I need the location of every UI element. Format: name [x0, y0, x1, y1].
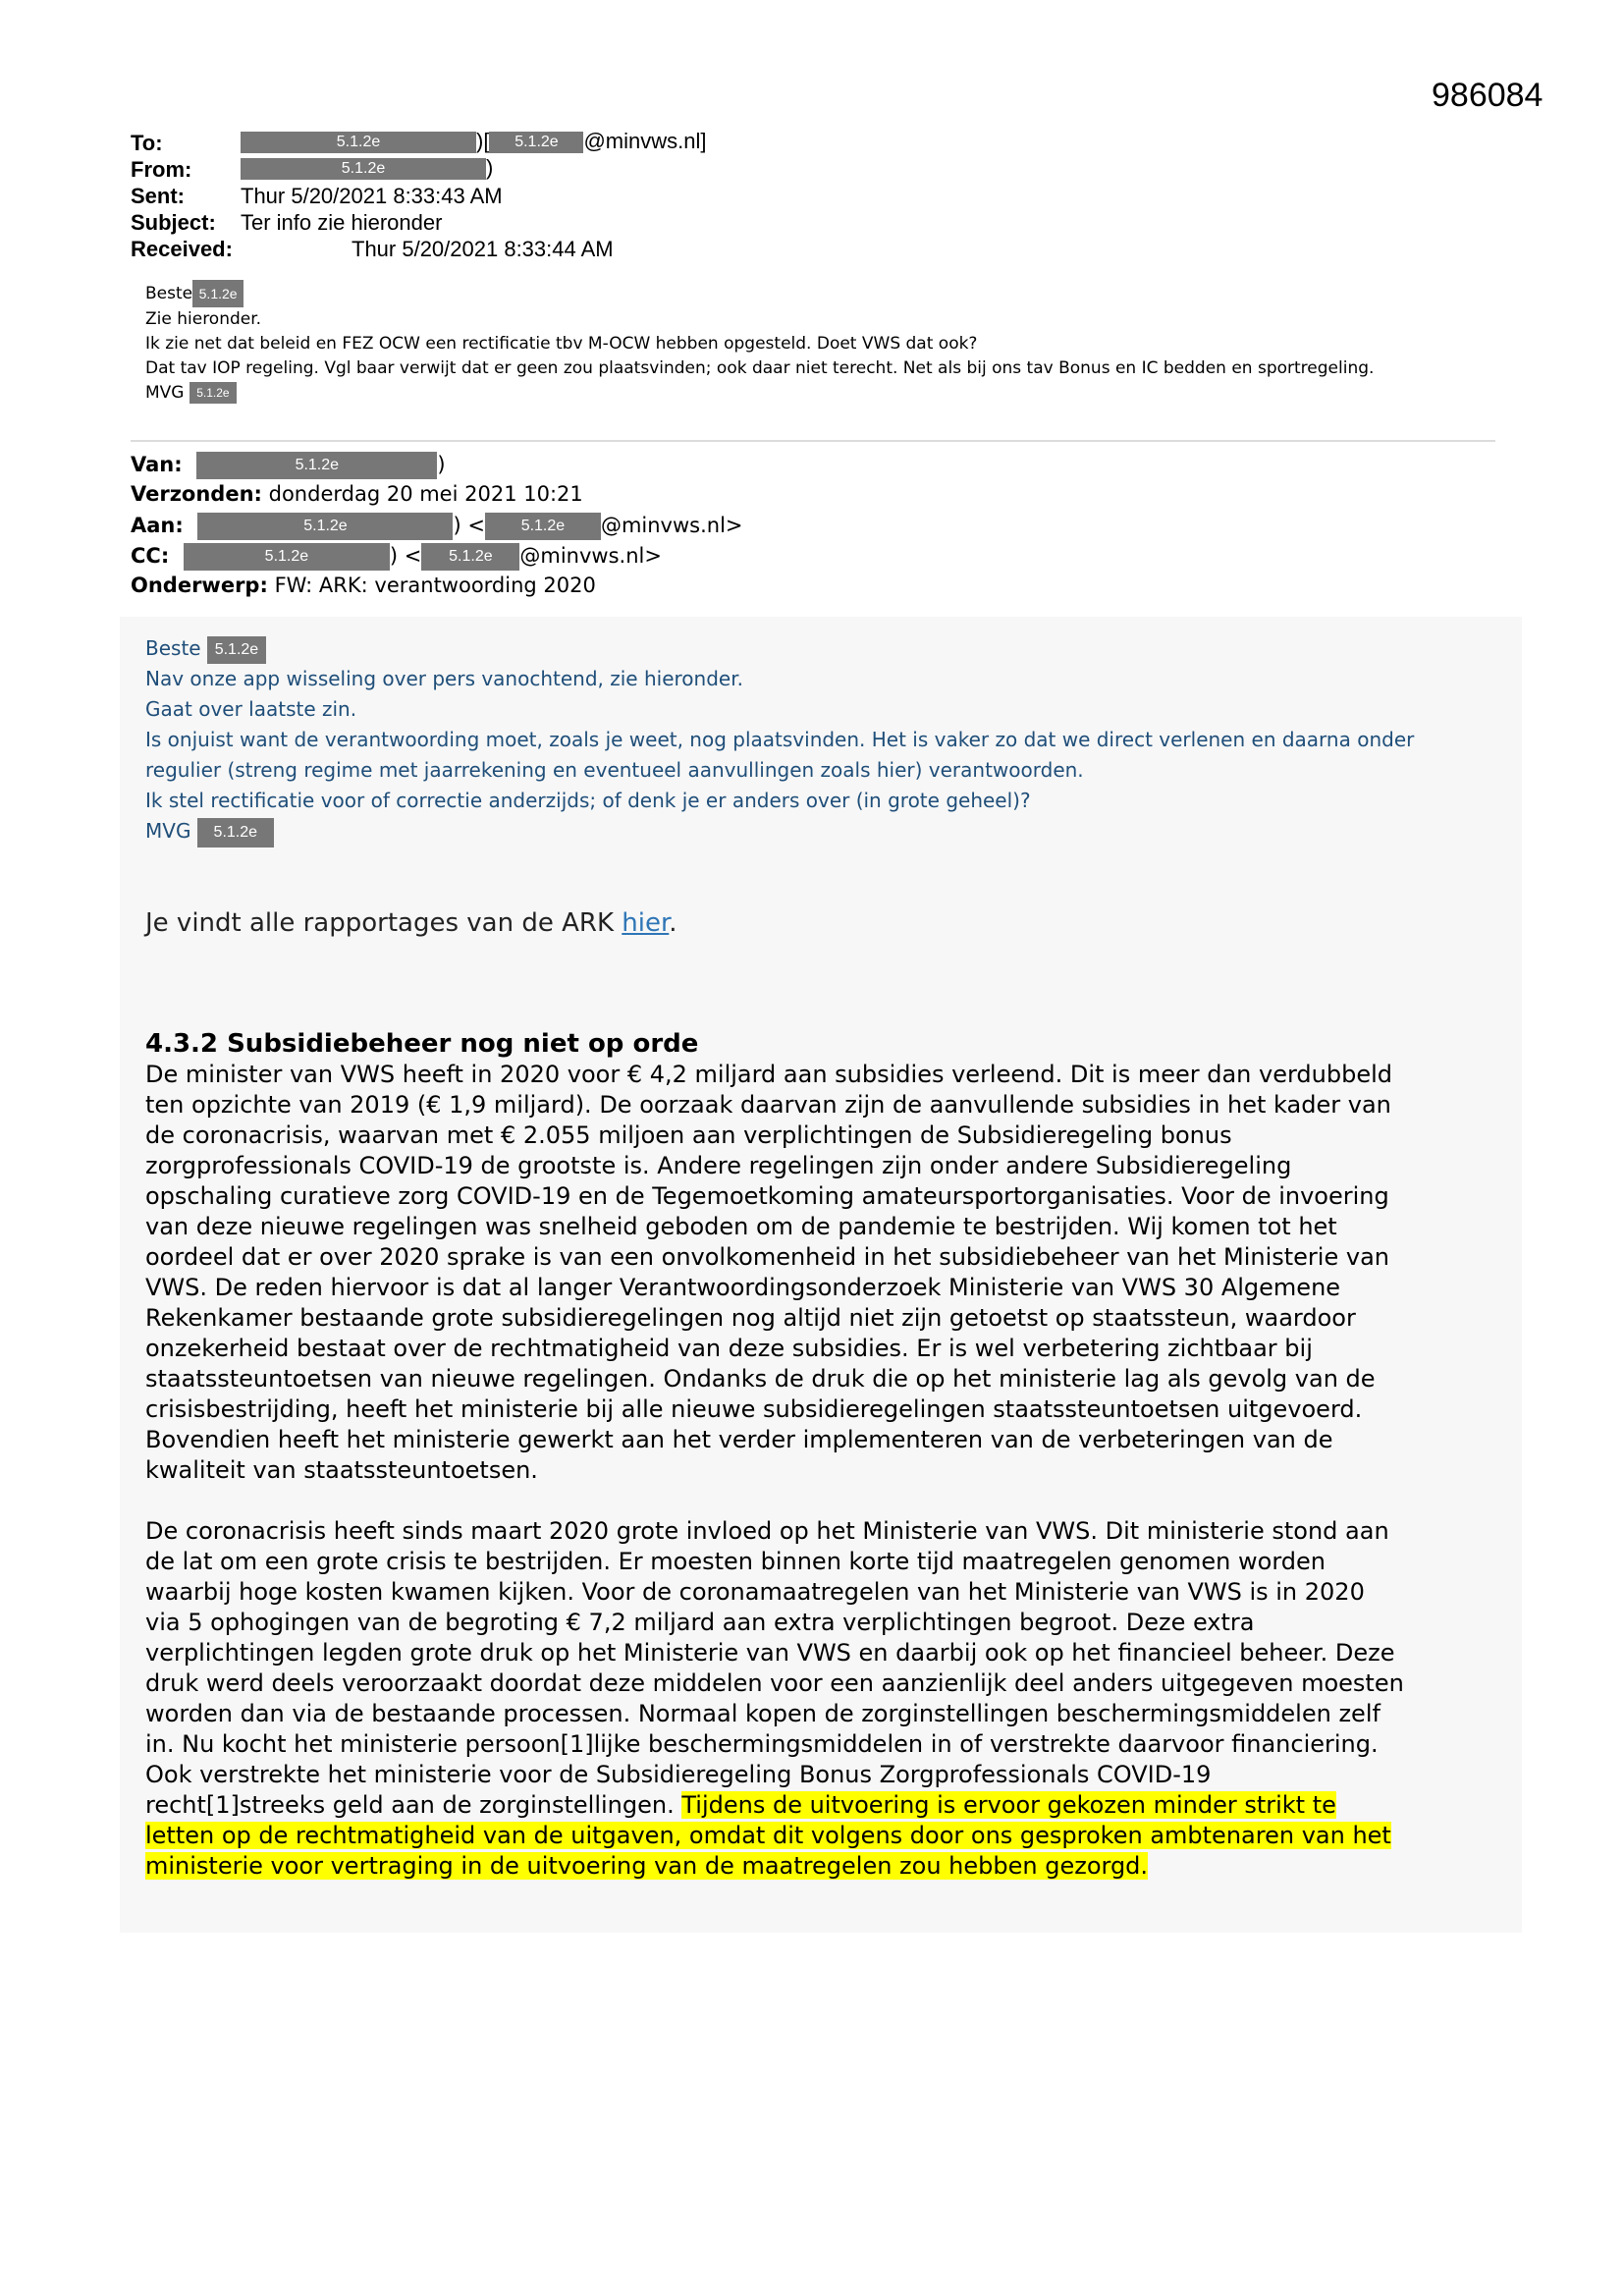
paragraph-line: De coronacrisis heeft sinds maart 2020 grote invloed op het Ministerie van VWS. Dit ministerie stond aan: [145, 1517, 1389, 1545]
cc-separator: ) <: [389, 544, 422, 568]
aan-label: Aan:: [131, 514, 184, 537]
paragraph-line: de coronacrisis, waarvan met € 2.055 miljoen aan verplichtingen de Subsidieregeling bonus: [145, 1121, 1232, 1149]
note-line: Zie hieronder.: [145, 309, 262, 329]
subject-value: Ter info zie hieronder: [241, 210, 443, 235]
note-line: Dat tav IOP regeling. Vgl baar verwijt dat er geen zou plaatsvinden; ook daar niet terecht. Net als bij ons tav Bonus en IC bedden en sportregeling.: [145, 358, 1375, 378]
paragraph-line: Bovendien heeft het ministerie gewerkt aan het verder implementeren van de verbeteringen van de: [145, 1426, 1333, 1453]
note-line: Ik zie net dat beleid en FEZ OCW een rectificatie tbv M-OCW hebben opgesteld. Doet VWS dat ook?: [145, 334, 978, 354]
onderwerp-value: FW: ARK: verantwoording 2020: [274, 574, 596, 597]
paragraph-line: [145, 1851, 1500, 1882]
paragraph-line: Ook verstrekte het ministerie voor de Subsidieregeling Bonus Zorgprofessionals COVID-19: [145, 1761, 1212, 1788]
paragraph-line: in. Nu kocht het ministerie persoon[1]lijke beschermingsmiddelen in of verstrekte daarvoor financiering.: [145, 1730, 1379, 1758]
redaction-box: 5.1.2e: [489, 132, 583, 153]
paragraph-line: Rekenkamer bestaande grote subsidieregelingen nog altijd niet zijn getoetst op staatssteun, waardoor: [145, 1304, 1356, 1332]
message-line: Gaat over laatste zin.: [145, 697, 357, 721]
redaction-box: 5.1.2e: [241, 132, 476, 153]
message-line: Nav onze app wisseling over pers vanochtend, zie hieronder.: [145, 667, 743, 690]
paragraph-line: verplichtingen legden grote druk op het Ministerie van VWS en daarbij ook op het financieel beheer. Deze: [145, 1639, 1395, 1667]
redaction-box: 5.1.2e: [192, 280, 244, 307]
sent-value: Thur 5/20/2021 8:33:43 AM: [241, 184, 503, 208]
paragraph-line: opschaling curatieve zorg COVID-19 en de Tegemoetkoming amateursportorganisaties. Voor de invoering: [145, 1182, 1389, 1210]
ark-text: Je vindt alle rapportages van de ARK: [145, 908, 623, 938]
paragraph-line: via 5 ophogingen van de begroting € 7,2 miljard aan extra verplichtingen begroot. Deze extra: [145, 1609, 1255, 1636]
aan-separator: ) <: [453, 514, 485, 537]
received-label: Received:: [131, 237, 233, 261]
ark-period: .: [669, 908, 677, 938]
paragraph-line: de lat om een grote crisis te bestrijden. Er moesten binnen korte tijd maatregelen genomen worden: [145, 1548, 1326, 1575]
cc-domain: @minvws.nl>: [519, 544, 662, 568]
paragraph-line: crisisbestrijding, heeft het ministerie bij alle nieuwe subsidieregelingen staatssteuntoetsen uitgevoerd.: [145, 1395, 1363, 1423]
paragraph-line: van deze nieuwe regelingen was snelheid geboden om de pandemie te bestrijden. Wij komen tot het: [145, 1213, 1337, 1240]
highlighted-text: Tijdens de uitvoering is ervoor gekozen minder strikt te: [681, 1791, 1336, 1819]
from-close: ): [486, 155, 494, 180]
redaction-box: 5.1.2e: [207, 636, 266, 664]
article-heading: 4.3.2 Subsidiebeheer nog niet op orde: [145, 1029, 699, 1059]
redaction-box: 5.1.2e: [197, 513, 453, 540]
onderwerp-label: Onderwerp:: [131, 574, 268, 597]
message-greeting: Beste: [145, 636, 201, 660]
highlighted-text: ministerie voor vertraging in de uitvoering van de maatregelen zou hebben gezorgd.: [145, 1852, 1149, 1880]
sent-label: Sent:: [131, 184, 185, 208]
paragraph-line: zorgprofessionals COVID-19 de grootste is. Andere regelingen zijn onder andere Subsidieregeling: [145, 1152, 1292, 1179]
received-value: Thur 5/20/2021 8:33:44 AM: [352, 237, 614, 261]
paragraph-line: druk werd deels veroorzaakt doordat deze middelen voor een aanzienlijk deel anders uitgegeven moesten: [145, 1669, 1404, 1697]
verzonden-value: donderdag 20 mei 2021 10:21: [268, 482, 583, 506]
divider: [131, 440, 1495, 442]
paragraph-line: De minister van VWS heeft in 2020 voor € 4,2 miljard aan subsidies verleend. Dit is meer dan verdubbeld: [145, 1061, 1393, 1088]
note-signoff: MVG: [145, 383, 185, 403]
aan-domain: @minvws.nl>: [600, 514, 743, 537]
from-label: From:: [131, 157, 192, 182]
paragraph-line: [145, 1821, 1500, 1851]
van-close: ): [437, 453, 446, 476]
message-line: Is onjuist want de verantwoording moet, zoals je weet, nog plaatsvinden. Het is vaker zo dat we direct verlenen en daarna onder: [145, 728, 1415, 751]
message-line: Ik stel rectificatie voor of correctie anderzijds; of denk je er anders over (in grote geheel)?: [145, 789, 1031, 812]
paragraph-line: kwaliteit van staatssteuntoetsen.: [145, 1456, 538, 1484]
paragraph-line: worden dan via de bestaande processen. Normaal kopen de zorginstellingen beschermingsmiddelen zelf: [145, 1700, 1380, 1727]
paragraph-line: oordeel dat er over 2020 sprake is van een onvolkomenheid in het subsidiebeheer van het Ministerie van: [145, 1243, 1389, 1271]
note-body: [145, 280, 1374, 406]
document-id: 986084: [1432, 77, 1543, 114]
cc-label: CC:: [131, 544, 170, 568]
paragraph-line: VWS. De reden hiervoor is dat al langer Verantwoordingsonderzoek Ministerie van VWS 30 Algemene: [145, 1274, 1341, 1301]
redaction-box: 5.1.2e: [197, 818, 274, 847]
van-label: Van:: [131, 453, 183, 476]
paragraph-line: onzekerheid bestaat over de rechtmatigheid van deze subsidies. Er is wel verbetering zichtbaar bij: [145, 1335, 1313, 1362]
paragraph-2: [145, 1516, 1500, 1790]
highlighted-text: letten op de rechtmatigheid van de uitgaven, omdat dit volgens door ons gesproken ambtenaren van het: [145, 1822, 1391, 1849]
subject-label: Subject:: [131, 210, 216, 235]
paragraph-line: recht[1]streeks geld aan de zorginstellingen. Tijdens de uitvoering is ervoor gekozen minder strikt te: [145, 1791, 1336, 1819]
message-line: regulier (streng regime met jaarrekening en eventueel aanvullingen zoals hier) verantwoorden.: [145, 758, 1084, 782]
to-domain: @minvws.nl]: [583, 129, 707, 153]
redaction-box: 5.1.2e: [189, 382, 237, 404]
paragraph-line: ten opzichte van 2019 (€ 1,9 miljard). De oorzaak daarvan zijn de aanvullende subsidies in het kader van: [145, 1091, 1391, 1119]
to-label: To:: [131, 131, 163, 155]
redaction-box: 5.1.2e: [184, 543, 390, 571]
article-excerpt: [145, 1029, 1500, 1882]
paragraph-line: staatssteuntoetsen van nieuwe regelingen. Ondanks de druk die op het ministerie lag als gevolg van de: [145, 1365, 1376, 1393]
redaction-box: 5.1.2e: [241, 158, 486, 180]
message-signoff: MVG: [145, 819, 191, 843]
ark-reports-line: [145, 908, 677, 938]
redaction-box: 5.1.2e: [196, 452, 437, 479]
redaction-box: 5.1.2e: [421, 543, 519, 571]
ark-link[interactable]: hier: [622, 908, 670, 938]
paragraph-1: [145, 1060, 1500, 1486]
note-greeting: Beste: [145, 284, 193, 303]
to-separator: )[: [476, 129, 490, 153]
redaction-box: 5.1.2e: [485, 513, 601, 540]
verzonden-label: Verzonden:: [131, 482, 262, 506]
forwarded-message: [145, 633, 1414, 847]
paragraph-line: waarbij hoge kosten kwamen kijken. Voor de coronamaatregelen van het Ministerie van VWS is in 2020: [145, 1578, 1365, 1606]
